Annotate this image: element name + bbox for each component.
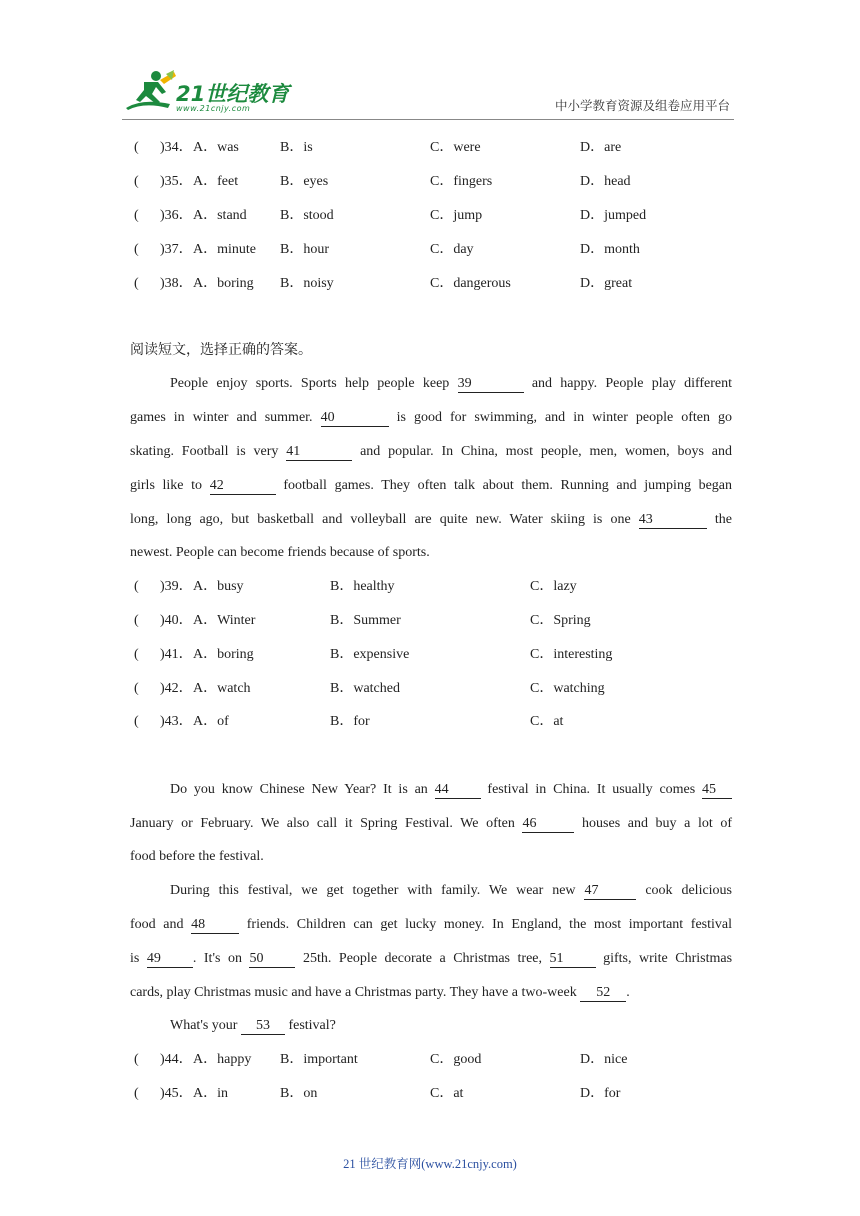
- question-number: )35．: [160, 174, 193, 189]
- blank-41[interactable]: 41: [286, 443, 352, 461]
- option-c: C．good: [430, 1052, 482, 1067]
- option-b: B．noisy: [280, 276, 334, 291]
- answer-paren[interactable]: (: [134, 276, 139, 291]
- question-number: )40．: [160, 613, 193, 628]
- option-c: C．at: [530, 714, 564, 729]
- question-number: )45．: [160, 1086, 193, 1101]
- section-instruction: 阅读短文，选择正确的答案。: [130, 343, 312, 358]
- answer-paren[interactable]: (: [134, 140, 139, 155]
- question-number: )44．: [160, 1052, 193, 1067]
- option-c: C．fingers: [430, 174, 493, 189]
- option-d: D．great: [580, 276, 633, 291]
- passage1-line4: girls like to 42 football games. They often talk about them. Running and jumping began: [130, 478, 733, 493]
- option-d: D．nice: [580, 1052, 628, 1067]
- blank-49[interactable]: 49: [147, 950, 193, 968]
- option-b: B．Summer: [330, 613, 401, 628]
- question-number: )43．: [160, 714, 193, 729]
- passage1-line1: People enjoy sports. Sports help people keep 39 and happy. People play different: [170, 376, 733, 391]
- option-a: A．of: [193, 714, 229, 729]
- answer-paren[interactable]: (: [134, 714, 139, 729]
- option-b: B．stood: [280, 208, 334, 223]
- option-b: B．healthy: [330, 579, 395, 594]
- passage2-line7: cards, play Christmas music and have a Christmas party. They have a two-week 52 .: [130, 985, 630, 1000]
- blank-39[interactable]: 39: [458, 375, 524, 393]
- option-c: C．interesting: [530, 647, 613, 662]
- option-c: C．day: [430, 242, 474, 257]
- passage2-line5: food and 48 friends. Children can get lucky money. In England, the most important festival: [130, 917, 733, 932]
- blank-45[interactable]: 45: [702, 781, 732, 799]
- option-a: A．minute: [193, 242, 256, 257]
- option-b: B．eyes: [280, 174, 329, 189]
- answer-paren[interactable]: (: [134, 1086, 139, 1101]
- answer-paren[interactable]: (: [134, 208, 139, 223]
- option-a: A．stand: [193, 208, 247, 223]
- option-b: B．important: [280, 1052, 358, 1067]
- option-c: C．jump: [430, 208, 483, 223]
- option-b: B．hour: [280, 242, 329, 257]
- option-c: C．Spring: [530, 613, 591, 628]
- blank-42[interactable]: 42: [210, 477, 276, 495]
- answer-paren[interactable]: (: [134, 579, 139, 594]
- option-d: D．are: [580, 140, 622, 155]
- answer-paren[interactable]: (: [134, 681, 139, 696]
- blank-48[interactable]: 48: [191, 916, 239, 934]
- option-d: D．head: [580, 174, 631, 189]
- option-c: C．lazy: [530, 579, 577, 594]
- blank-52[interactable]: 52: [580, 984, 626, 1002]
- option-c: C．were: [430, 140, 481, 155]
- blank-43[interactable]: 43: [639, 511, 707, 529]
- question-number: )36．: [160, 208, 193, 223]
- blank-47[interactable]: 47: [584, 882, 636, 900]
- passage2-line1: Do you know Chinese New Year? It is an 44 festival in China. It usually comes 45: [130, 780, 732, 800]
- blank-53[interactable]: 53: [241, 1017, 285, 1035]
- blank-51[interactable]: 51: [550, 950, 596, 968]
- question-number: )34．: [160, 140, 193, 155]
- option-b: B．on: [280, 1086, 318, 1101]
- option-a: A．busy: [193, 579, 244, 594]
- logo-text: 21世纪教育: [176, 82, 290, 106]
- option-d: D．jumped: [580, 208, 647, 223]
- option-b: B．watched: [330, 681, 400, 696]
- option-d: D．month: [580, 242, 640, 257]
- answer-paren[interactable]: (: [134, 613, 139, 628]
- option-b: B．for: [330, 714, 370, 729]
- option-b: B．expensive: [330, 647, 410, 662]
- blank-46[interactable]: 46: [522, 815, 574, 833]
- passage2-line3: food before the festival.: [130, 849, 264, 864]
- answer-paren[interactable]: (: [134, 1052, 139, 1067]
- passage1-line2: games in winter and summer. 40 is good for swimming, and in winter people often go: [130, 410, 733, 425]
- passage2-line2: January or February. We also call it Spring Festival. We often 46 houses and buy a lot of: [130, 816, 732, 831]
- option-a: A．watch: [193, 681, 251, 696]
- option-a: A．feet: [193, 174, 239, 189]
- passage1-line6: newest. People can become friends because of sports.: [130, 545, 430, 560]
- option-c: C．dangerous: [430, 276, 511, 291]
- option-a: A．Winter: [193, 613, 256, 628]
- question-number: )42．: [160, 681, 193, 696]
- option-b: B．is: [280, 140, 313, 155]
- blank-40[interactable]: 40: [321, 409, 389, 427]
- header-divider: [122, 119, 734, 120]
- logo-url: www.21cnjy.com: [176, 104, 251, 113]
- question-number: )41．: [160, 647, 193, 662]
- passage1-line5: long, long ago, but basketball and volleyball are quite new. Water skiing is one 43 the: [130, 512, 733, 527]
- option-a: A．boring: [193, 647, 254, 662]
- option-a: A．in: [193, 1086, 228, 1101]
- question-number: )39．: [160, 579, 193, 594]
- passage1-line3: skating. Football is very 41 and popular. In China, most people, men, women, boys and: [130, 444, 733, 459]
- blank-50[interactable]: 50: [249, 950, 295, 968]
- platform-label: 中小学教育资源及组卷应用平台: [554, 98, 730, 113]
- option-a: A．happy: [193, 1052, 252, 1067]
- option-a: A．was: [193, 140, 239, 155]
- blank-44[interactable]: 44: [435, 781, 481, 799]
- footer-link[interactable]: 21 世纪教育网(www.21cnjy.com): [343, 1157, 517, 1171]
- question-number: )37．: [160, 242, 193, 257]
- option-d: D．for: [580, 1086, 621, 1101]
- passage2-line6: is 49 . It's on 50 25th. People decorate a Christmas tree, 51 gifts, write Christmas: [130, 951, 733, 966]
- answer-paren[interactable]: (: [134, 174, 139, 189]
- passage2-line8: What's your 53 festival?: [170, 1018, 336, 1033]
- option-a: A．boring: [193, 276, 254, 291]
- option-c: C．watching: [530, 681, 605, 696]
- option-c: C．at: [430, 1086, 464, 1101]
- answer-paren[interactable]: (: [134, 242, 139, 257]
- page-header: [0, 0, 860, 125]
- passage2-line4: During this festival, we get together with family. We wear new 47 cook delicious: [170, 883, 733, 898]
- answer-paren[interactable]: (: [134, 647, 139, 662]
- question-number: )38．: [160, 276, 193, 291]
